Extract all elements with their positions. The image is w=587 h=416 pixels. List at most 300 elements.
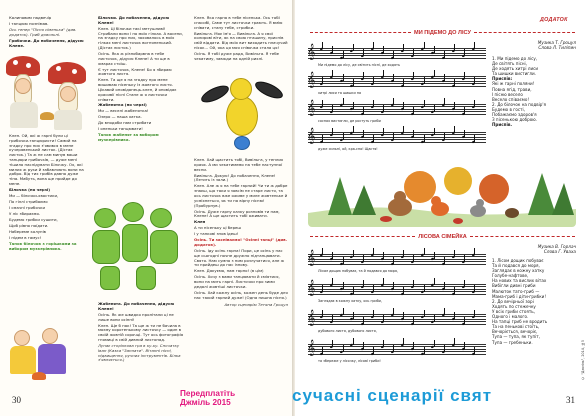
note-stem [343,282,344,289]
note-stem [444,345,445,352]
verse-line: Побажаємо здоров'я [492,112,537,118]
note-stem [322,135,323,142]
frog-body [122,224,148,262]
frog-head [122,202,144,222]
staff-line [308,83,486,84]
verse-line: 1. Ми підемо до лісу, [492,56,538,61]
girl-face [14,330,30,346]
note-stem [343,74,344,81]
note-stem [444,282,445,289]
note-stem [363,130,364,137]
text-line: Осінь. Дуже гарну казку розповів ти нам, Клене! А ще щастить тобі оживати. [194,208,280,219]
staff-line [308,324,486,325]
music-staff [307,280,486,298]
note-stem [464,107,465,114]
note-stem [332,278,333,285]
note-stem [322,285,323,292]
note-stem [332,128,333,135]
staff-line [308,86,486,87]
note-stem [454,312,455,319]
note-stem [363,342,364,349]
verse-line: Та й подався до моря, [492,263,540,269]
verse-line: У всіх гриби стоять, [492,308,535,314]
note-stem [332,315,333,322]
staff-line [308,321,486,322]
verse-line: І пісню весело [492,91,523,97]
note-stem [444,98,445,105]
note-stem [383,252,384,259]
note-stem [464,280,465,287]
text-line: Осінь. Ти заспіваємо! "Осінні танці" (див. додаток). [194,237,288,248]
verse-line: Ми — білочки-хвостики, [9,192,59,198]
text-line: Осінь. Хай кожну осінь, кожен день буде для нас такий гарний дуже! (Одна пишна пісня.) [194,289,288,300]
note-stem [393,98,394,105]
verse-line: Вечоріється, вечоріє, [492,329,538,335]
note-stem [332,70,333,77]
staff-line [308,58,486,59]
treble-clef-icon: 𝄞 [307,280,316,296]
staff-line [308,346,486,347]
note-stem [434,340,435,347]
girl-dress [10,346,36,374]
note-stem [464,49,465,56]
note-stem [464,130,465,137]
note-stem [403,126,404,133]
note-stem [403,287,404,294]
note-stem [383,105,384,112]
music-credit: Музика Т. Гроцул [537,40,576,45]
note-stem [373,42,374,49]
note-stem [454,44,455,51]
note-stem [393,133,394,140]
text-line: Осінь. Як же швидко пролітали ці не лише вони осінні! [98,311,174,322]
note-stem [413,130,414,137]
note-stem [474,77,475,84]
note-stem [464,342,465,349]
note-stem [474,310,475,317]
verse-line: І смачні грибочки [9,204,46,210]
subscribe-line1: Передплатіть [180,389,236,398]
note-stem [322,248,323,255]
verse-line: Озеро — наша хатка. [98,114,142,120]
text-line: Білочки. До побачення, дідусю Клене! [98,15,170,25]
verse-line: 2. До вечірньої зорі [492,298,534,304]
music-staff [307,44,486,62]
col3-bottom-text [194,158,288,309]
note-stem [353,126,354,133]
note-stem [393,257,394,264]
verse-line: Щоб рівно поїдати. [9,222,49,228]
music-staff [307,100,486,118]
note-stem [454,338,455,345]
note-stem [363,49,364,56]
staff-line [308,137,486,138]
note-stem [454,287,455,294]
staff-line [308,286,486,287]
chorus-label: Приспів. [492,122,513,128]
note-stem [413,255,414,262]
staff-line [308,132,486,133]
text-line: Калиновим надвечір [9,15,52,20]
verse-line: Тупа — гребеньки. [492,339,533,345]
text-line: Осінь. Іду осінь гарна! Пори, це осінь у нас ще сьогодні почне дружно підтанцювати. Свято. Нам сумно з ним розлучатися, але ж ти прийдеш до нас ізнову. [194,248,285,268]
staff-line [308,134,486,135]
frog-body [92,230,120,264]
verse-line: З пісенькою доброю. [492,117,538,123]
staff-line [308,316,486,317]
verse-line: А ти пісеньку ці береш [194,225,241,231]
note-stem [444,308,445,315]
col1-bottom-text [9,134,89,253]
staff-line [308,55,486,56]
dance-note: Танок жабенят за вибором музкерівника. [98,132,159,143]
song-title: МИ ПІДЕМО ДО ЛІСУ [414,29,471,36]
text-line: Жабенята. До побачення, дідусю Клене! [98,301,175,311]
note-stem [454,79,455,86]
staff-line [308,142,486,143]
note-stem [393,345,394,352]
text-line: Осінь. Хочу з вами танцювати й сміятися, вони на мить гарні. Листочки про зими дедалі жовтіші листочки. [194,274,280,289]
song-credits [498,40,576,50]
staff-line [308,319,486,320]
song-credits [498,244,576,254]
note-stem [322,77,323,84]
dashed-rule [474,32,575,33]
music-staff [307,72,486,90]
text-line: Вивільга. Моє ім'я — Вивільга. А я свої колирові віти, як на свою пташину, приспів свій віддати. Від моїх вит виходить плачучий пісок... Ой, яка ця моя співочка стала ця! [194,30,288,50]
music-staff [307,128,486,146]
verse-line: У ліс збираємо. [9,210,41,216]
staff-line [308,291,486,292]
note-stem [403,102,404,109]
lyric-line: Лісом дощик побуває, та й подався до моря, [318,269,398,273]
verse-line: 1. Лісом дощик побуває [492,258,544,263]
note-stem [454,250,455,257]
verse-line: Малюток тато-гриб — [492,288,540,294]
oriole-bird-illustration [196,74,286,154]
note-stem [373,100,374,107]
col2-bottom-text [98,302,184,364]
staff-line [308,78,486,79]
note-stem [322,310,323,317]
treble-clef-icon: 𝄞 [307,44,316,60]
mushroom-dot [13,60,18,65]
text-line: Клен. Та ще я на згадку про мене вишиваю пісеньку із жовтого листя. Цікавий оповіданець-клен, й оповідає красивії пісні Стане ж я листочки співати. [98,77,177,102]
text-line: Клен. Ще б пак! Та ще ж ти не бачила в моєму коротенькому листочку — один в своїй жовтій сорочці. Тут ось фотографія гномиці в свій дивний листопад. [98,322,184,342]
verse-line: По гіллі стрибаємо [9,198,48,204]
words-credit: Слова Г. Уваха [543,249,576,255]
song-title-bar [310,28,575,37]
lyric-line: та збереже у лісочку, лісові гриби! [318,359,381,363]
staff-line [308,111,486,112]
verse-line: Будемо грибки сушити, [9,216,58,222]
note-stem [353,44,354,51]
mushroom-cap [6,56,40,76]
verse-line: І підем в гамус! [9,234,42,240]
role-name: Клен [194,219,206,225]
leaf-decoration [32,372,46,380]
text-line: Осінь. Я тобі дуже рада, Вивільга. Я тебе чекатиму, завжди на одній рихлі. [194,50,280,61]
text-line: Клен. Ці білочки такі метушливі! Стрибали вони і по моїх гілках. А восени, на згадку про них, заховалось в моїх гілках мені листочок вогняненький. (Дістає листок.) [98,25,183,50]
stage-direction: Ось тепер "Пісня сіменька" (див. додаток). Гриб довольні. [9,26,77,37]
music-staff [307,250,486,268]
note-stem [353,250,354,257]
text-line: Вивільга. Дякую! До побачення, Клене! (Летить із зали.) [194,172,276,183]
note-stem [363,72,364,79]
verse-line: Мама-гриб і діти-грибки! [492,293,546,299]
verse-line: Де ходять хитрі лиси [492,66,539,72]
words-credit: Слова Л. Тиліпин [538,45,576,51]
page-number-left: 30 [12,395,21,405]
note-stem [464,317,465,324]
col1-top-text [9,16,91,50]
note-stem [343,133,344,140]
note-stem [413,317,414,324]
verse-line: До вподоби нам стрибати [98,120,152,126]
note-stem [424,248,425,255]
note-stem [454,126,455,133]
staff-line [308,259,486,260]
dance-note: Танок білочок з горішками за вибором музкерівника. [9,240,77,251]
lyric-line: Заглядає в кожну хатку, ось гриби, [318,299,382,303]
note-stem [343,308,344,315]
note-stem [383,340,384,347]
child-face [15,78,31,94]
note-stem [434,70,435,77]
frog-body [150,230,178,264]
verse-line: На тапці гриб не вродить [492,319,548,325]
staff-line [308,81,486,82]
text-line: Клен. Яка гарна в тебе пісенька. Ось тобі спасибі, Саме тут листочки грають. Я вмію співати, стану тебе, стрибки. [194,15,283,30]
treble-clef-icon: 𝄞 [307,72,316,88]
verse-line: Повна ягід, трави, [492,86,532,92]
left-page [0,0,292,416]
staff-line [308,289,486,290]
note-stem [413,342,414,349]
bird-head [230,78,252,100]
note-stem [393,282,394,289]
staff-line [308,261,486,262]
song-title: ЛІСОВА СІМЕЙКА [418,233,467,240]
note-stem [424,310,425,317]
verse-line: Які ж гарні поляни! [492,81,535,87]
section-title: сучасні сценарії свят [292,386,493,405]
note-stem [434,105,435,112]
verse-line: Та шишки вистигли. [492,71,536,77]
note-stem [424,347,425,354]
staff-line [308,349,486,350]
lyric-line: соснах вистигли, де ростуть гриби [318,119,381,123]
page-number-right: 31 [566,395,575,405]
bird-wing [199,82,231,106]
note-stem [434,128,435,135]
note-stem [434,252,435,259]
verse-line: Ми — веселі жабенятка! [98,108,149,114]
note-stem [403,44,404,51]
bird-body [226,96,258,136]
note-stem [373,285,374,292]
dashed-rule [310,32,411,33]
note-stem [343,345,344,352]
bird-wing [253,78,285,102]
staff-line [308,294,486,295]
verse-line: Де світять пісні, [492,61,527,67]
staff-line [308,254,486,255]
note-stem [434,278,435,285]
treble-clef-icon: 𝄞 [307,128,316,144]
frog-legs [136,266,156,290]
verse-line: 2. До білочок на подвір'я [492,101,546,107]
child-face [60,86,76,102]
dashed-rule [310,236,415,237]
frog-legs [100,266,120,290]
staff-line [308,354,486,355]
verse-line: На нових та вислих вітах [492,278,547,284]
note-stem [353,79,354,86]
lyric-line: Ми підемо до лісу, де світить пісні, де ходять [318,63,400,67]
note-stem [363,317,364,324]
role-name: Жабенятка (по черзі) [98,102,147,108]
staff-line [308,104,486,105]
verse-line: Та на пенькові стоїть, [492,324,540,330]
verse-line: Весело співаємо! [492,96,529,102]
verse-line: Голубе-нафтове, [492,273,529,279]
note-stem [332,46,333,53]
note-stem [332,252,333,259]
note-stem [353,287,354,294]
note-stem [353,312,354,319]
note-stem [373,310,374,317]
lyric-line: дуже сильні, ой, кра-сно! Щастя! [318,147,378,151]
note-stem [444,257,445,264]
note-stem [322,42,323,49]
verse-line: Заглядає в кожну хатку [492,268,545,274]
note-stem [424,100,425,107]
staff-line [308,109,486,110]
note-stem [413,72,414,79]
note-stem [424,42,425,49]
subscribe-line2: Джміль 2015 [180,398,231,407]
chorus-label: Приспів: [492,76,513,82]
girl-face [42,328,58,344]
music-credit: Музика В. Горлач [537,244,576,249]
appendix-label: ДОДАТОК [540,17,568,23]
note-stem [434,46,435,53]
treble-clef-icon: 𝄞 [307,250,316,266]
lyric-line: хитрі лиси та шишки на [318,91,362,95]
stage-direction: Лунає сторінкова гра в ку-ку. Спочатку Іван (Казка "Заплати". Вітанні пісні, підвищення, ручних інструментів. Білка з'являється.) [98,342,181,363]
copyright-note: © "Джміль", 2014, №5 [581,340,585,380]
small-mushroom [40,112,54,120]
staff-line [308,314,486,315]
song-title-bar [310,232,575,241]
note-stem [343,98,344,105]
staff-line [308,284,486,285]
staff-line [308,114,486,115]
staff-line [308,106,486,107]
note-stem [322,100,323,107]
note-stem [322,347,323,354]
text-line: Осінь. Яка ж різнобарвна в тебе листочок, дідусю Клене! А ти ще в хмарах стоїш. [98,50,170,66]
text-line: Є тут листочок, Клене! Бо я збираю жовтого листя. [98,66,172,77]
subscribe-logo[interactable] [180,389,235,407]
note-stem [474,135,475,142]
note-stem [363,280,364,287]
col2-top-text [98,16,184,144]
mushroom-dot [56,66,61,71]
text-line: Клен. Хай щастить тобі, Вивільга, у теплих краях. А ми чекатимемо на тебе наступної весни. [194,157,284,172]
author-credit: Автор сценарію Тетяна Гроцул [224,301,288,307]
note-stem [454,102,455,109]
note-stem [424,285,425,292]
note-stem [464,72,465,79]
frog-head [150,208,172,228]
verse-line: І у танкові знов ідеш! [194,231,239,237]
verse-line: Будемо в гості, [492,106,525,112]
song1-verses [492,56,576,127]
staff-line [308,48,486,49]
note-stem [413,49,414,56]
music-staff [307,340,486,358]
sheet-music-song1 [308,42,486,162]
note-stem [373,77,374,84]
note-stem [393,74,394,81]
text-line: Клен. Дякуємо, нам гарно! (в цім) [194,268,264,274]
note-stem [373,248,374,255]
child-costume [10,102,38,128]
mushroom-dot [26,63,31,68]
staff-line [308,53,486,54]
note-stem [424,77,425,84]
note-stem [343,257,344,264]
note-stem [363,107,364,114]
staff-line [308,76,486,77]
sheet-music-song2 [308,248,486,378]
verse-line: Одного і малого. [492,314,529,320]
note-stem [444,74,445,81]
girl-dress [38,344,66,374]
note-stem [474,285,475,292]
note-stem [393,308,394,315]
music-staff [307,310,486,328]
staff-line [308,344,486,345]
staff-line [308,256,486,257]
note-stem [353,102,354,109]
text-line: І танцюю познімав. [9,20,49,26]
verse-line: Тупа — тупа, як тупіт, [492,334,540,340]
note-stem [383,278,384,285]
frog-head [94,208,116,228]
note-stem [373,347,374,354]
note-stem [413,280,414,287]
col3-top-text [194,16,288,63]
note-stem [464,255,465,262]
verse-line: Набереме колупів [9,228,46,234]
note-stem [403,338,404,345]
child-costume [54,110,82,130]
note-stem [474,42,475,49]
note-stem [403,312,404,319]
note-stem [474,100,475,107]
treble-clef-icon: 𝄞 [307,310,316,326]
note-stem [363,255,364,262]
note-stem [434,315,435,322]
note-stem [383,315,384,322]
bird-legs [234,136,250,150]
song2-verses [492,258,578,345]
mushroom-cap [48,62,86,84]
mushroom-children-illustration [4,54,92,132]
